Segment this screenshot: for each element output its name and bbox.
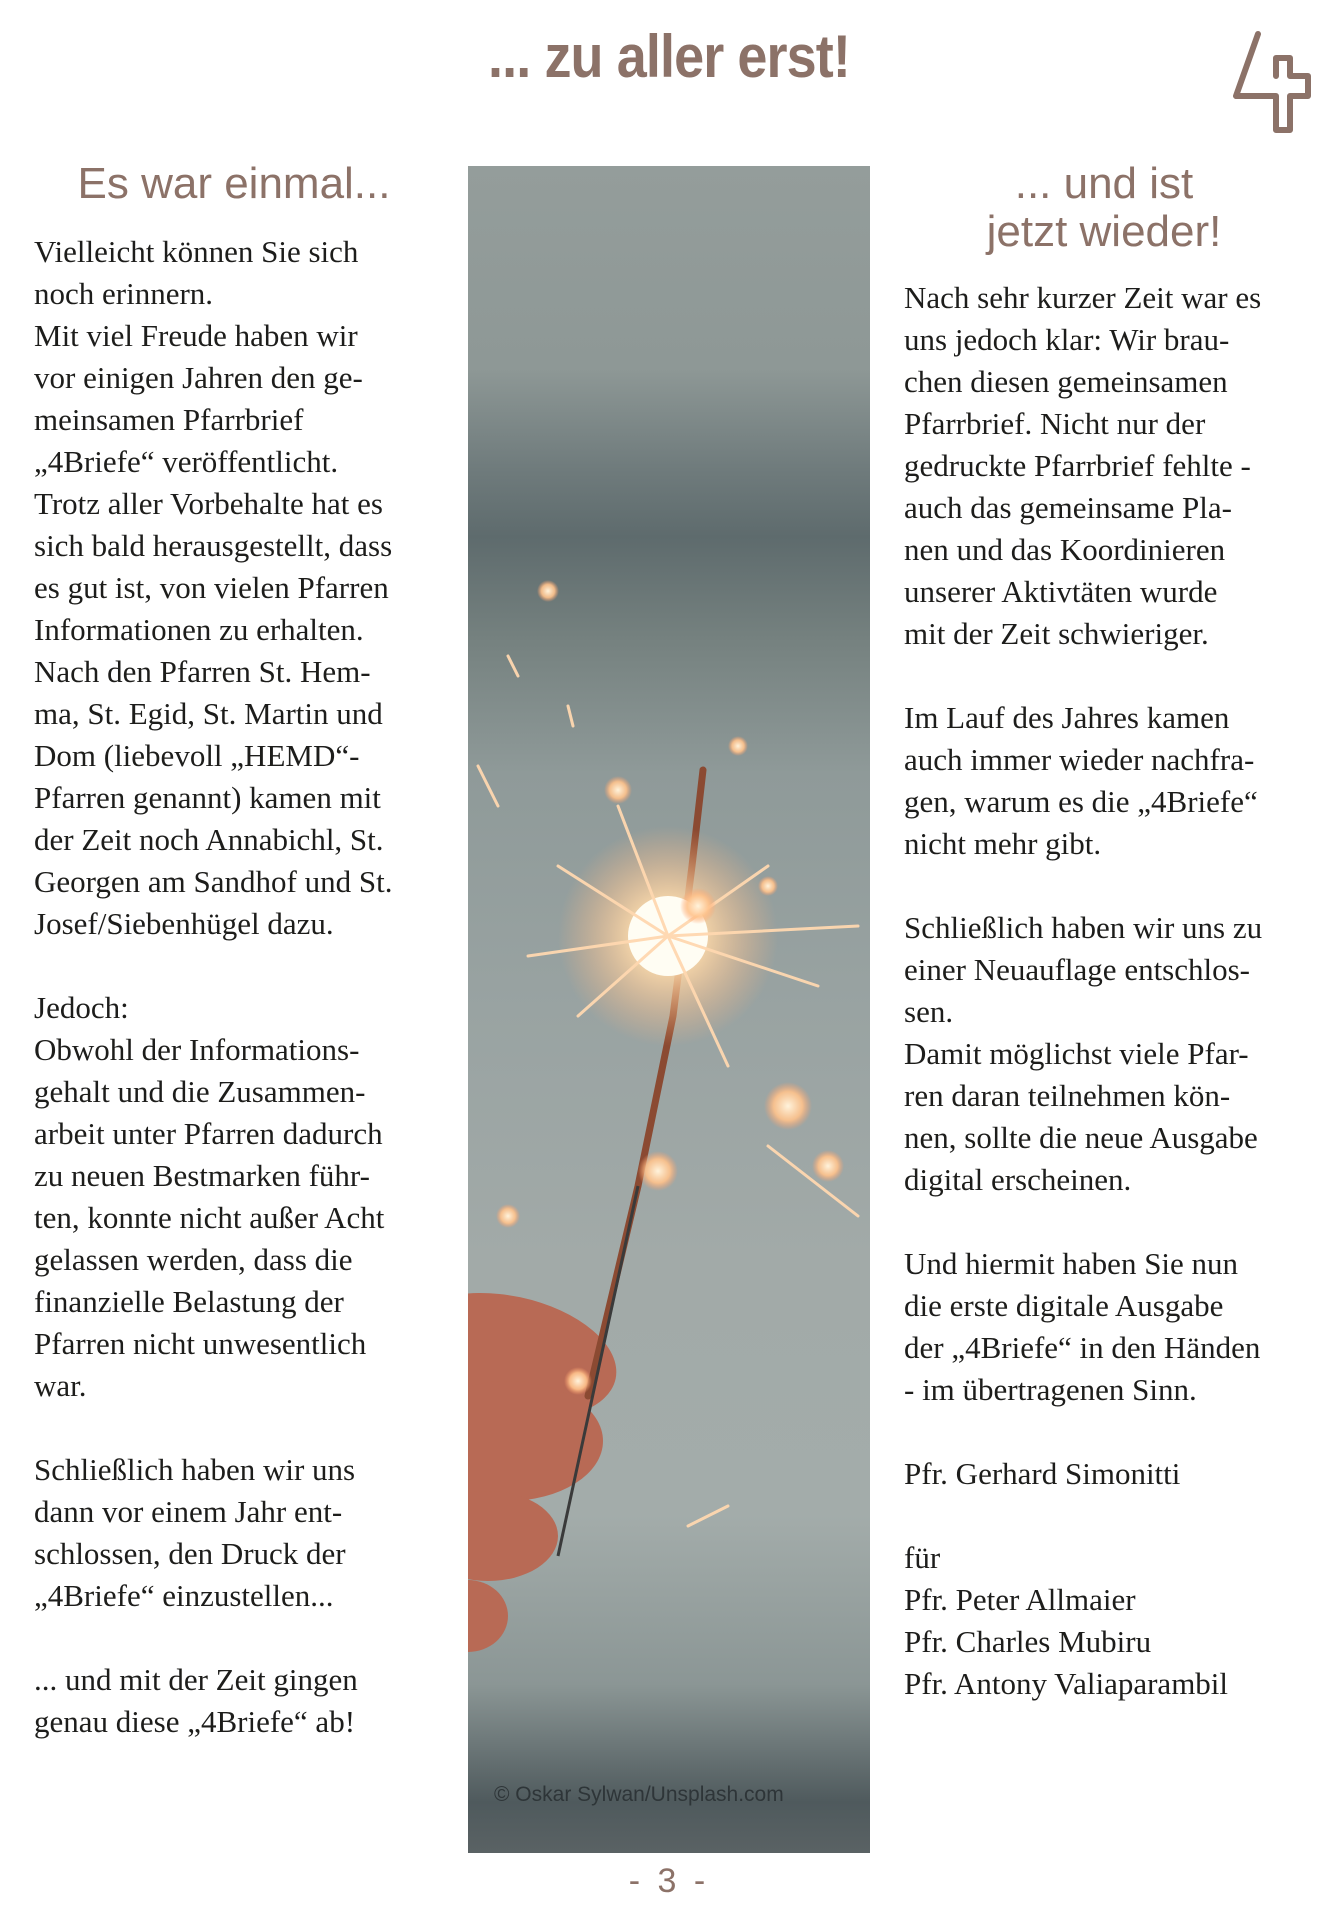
page-title: ... zu aller erst! xyxy=(488,23,850,90)
sparkler-illustration xyxy=(468,166,870,1853)
left-column-text: Vielleicht können Sie sich noch erinnern. Mit viel Freude haben wir vor einigen Jahren den ge- meinsamen Pfarrbrief „4Briefe“ veröffentlicht. Trotz aller Vorbehalte hat es sich bald herausgestellt, dass es gut ist, von vielen Pfarren Informationen zu erhalten. Nach den Pfarren St. Hem- ma, St. Egid, St. Martin und Dom (liebevoll „HEMD“- Pfarren genannt) kamen mit der Zeit noch Annabichl, St. Georgen am Sandhof und St. Josef/Siebenhügel dazu. Jedoch: Obwohl der Informations- gehalt und die Zusammen- arbeit unter Pfarren dadurch zu neuen Bestmarken führ- ten, konnte nicht außer Acht gelassen werden, dass die finanzielle Belastung der Pfarren nicht unwesentlich war. Schließlich haben wir uns dann vor einem Jahr ent- schlossen, den Druck der „4Briefe“ einzustellen... ... und mit der Zeit gingen genau diese „4Briefe“ ab! xyxy=(34,234,393,1739)
left-column-heading: Es war einmal... xyxy=(77,159,391,208)
sparkler-photo xyxy=(468,166,870,1853)
page-number: - 3 - xyxy=(628,1862,710,1900)
photo-credit: © Oskar Sylwan/Unsplash.com xyxy=(494,1783,784,1806)
right-column-text: Nach sehr kurzer Zeit war es uns jedoch klar: Wir brau- chen diesen gemeinsamen Pfarrbrief. Nicht nur der gedruckte Pfarrbrief fehlte - auch das gemeinsame Pla- nen und das Koordinieren unserer Aktivtäten wurde mit der Zeit schwieriger. Im Lauf des Jahres kamen auch immer wieder nachfra- gen, warum es die „4Briefe“ nicht mehr gibt. Schließlich haben wir uns zu einer Neuauflage entschlos- sen. Damit möglichst viele Pfar- ren daran teilnehmen kön- nen, sollte die neue Ausgabe digital erscheinen. Und hiermit haben Sie nun die erste digitale Ausgabe der „4Briefe“ in den Händen - im übertragenen Sinn. Pfr. Gerhard Simonitti für Pfr. Peter Allmaier Pfr. Charles Mubiru Pfr. Antony Valiaparambil xyxy=(904,280,1263,1701)
four-cross-logo-icon xyxy=(1232,30,1316,138)
right-column-heading: ... und ist jetzt wieder! xyxy=(986,159,1222,256)
